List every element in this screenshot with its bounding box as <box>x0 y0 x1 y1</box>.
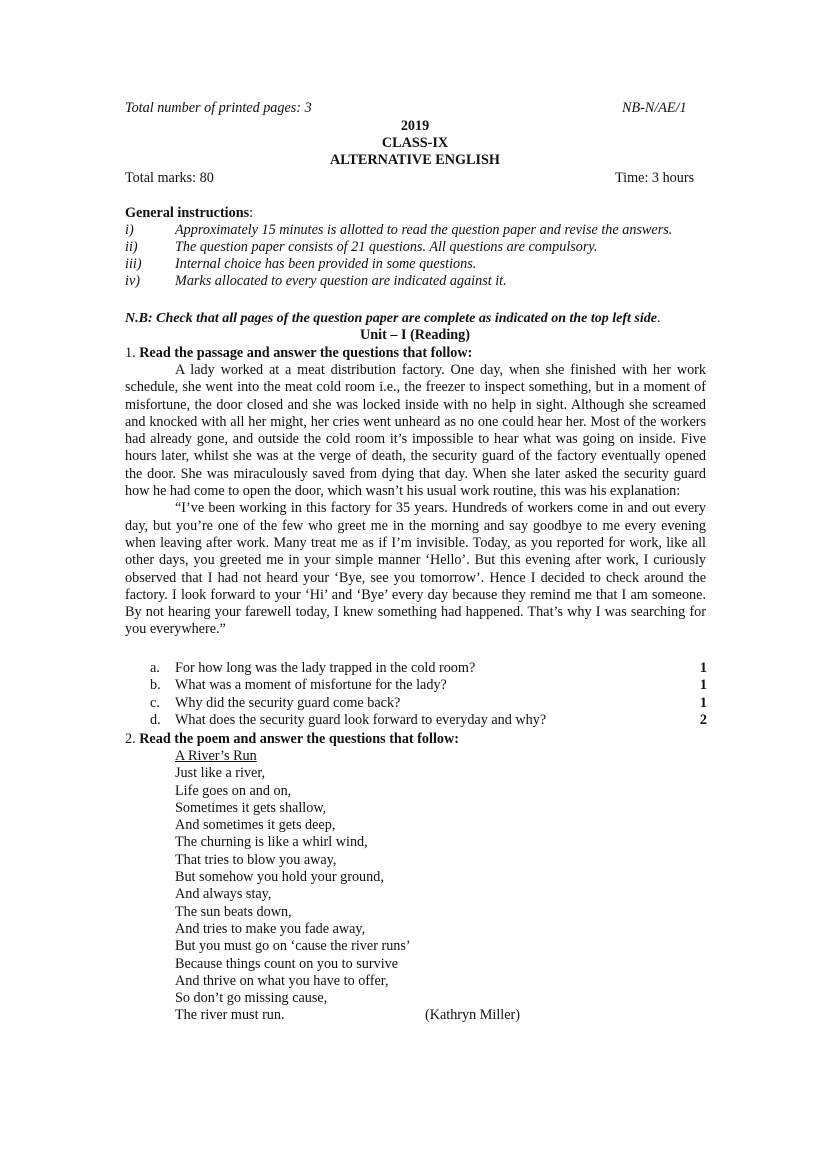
total-marks: Total marks: 80 <box>125 170 214 186</box>
poem-line: And always stay, <box>175 886 272 903</box>
subject-title: ALTERNATIVE ENGLISH <box>330 152 500 168</box>
subquestion-label: a. <box>150 660 160 676</box>
subquestion-marks: 2 <box>699 711 707 728</box>
time-allowed: Time: 3 hours <box>615 170 695 186</box>
poem-line: The river must run. <box>175 1007 285 1024</box>
subquestion <box>150 712 707 729</box>
nb-note <box>125 310 660 327</box>
question-1-subquestions <box>150 660 707 729</box>
subquestion-label: b. <box>150 677 161 694</box>
subquestion-text: What does the security guard look forward to everyday and why? <box>175 711 547 728</box>
poem-line: Just like a river, <box>175 765 266 782</box>
instructions-heading-text: General instructions <box>125 205 250 221</box>
subquestion-marks: 1 <box>699 677 707 694</box>
poem-line: That tries to blow you away, <box>175 851 337 868</box>
poem-line: Sometimes it gets shallow, <box>175 799 327 816</box>
subquestion-marks: 1 <box>699 694 707 711</box>
subquestion-label: c. <box>150 694 160 711</box>
instructions-heading <box>125 205 253 222</box>
instructions-list <box>125 222 706 290</box>
subquestion <box>150 677 707 694</box>
instruction-item <box>125 273 706 290</box>
reading-passage <box>125 362 706 639</box>
question-number: 1. <box>125 345 136 361</box>
subquestion-text: For how long was the lady trapped in the cold room? <box>175 660 476 676</box>
poem-line: So don’t go missing cause, <box>175 990 328 1007</box>
passage-paragraph: “I’ve been working in this factory for 35 years. Hundreds of workers come in and out every day, but you’re one of the few who greet me in the morning and say goodbye to me every evening when leaving after work. Many treat me as if I’m invisible. Today, as you reported for work, like all other days, you greeted me in your simple manner ‘Hello’. But this evening after work, I curiously observed that I had not heard your ‘Bye, see you tomorrow’. Hence I decided to check around the factory. I look forward to your ‘Hi’ and ‘Bye’ every day because they remind me that I am someone. By not hearing your farewell today, I knew something had happened. That’s why I was searching for you everywhere.” <box>125 500 706 638</box>
passage-paragraph: A lady worked at a meat distribution factory. One day, when she finished with her work schedule, she went into the meat cold room i.e., the freezer to inspect something, but in a moment of misfortune, the door closed and she was locked inside with no help in sight. Although she screamed and knocked with all her might, her cries went unheard as no one could hear her. Most of the workers had already gone, and outside the cold room it’s impossible to hear what was going on inside. Five hours later, whilst she was at the verge of death, the security guard of the factory eventually opened the door. She was miraculously saved from dying that day. When she later asked the security guard how he had come to open the door, which wasn’t his usual work routine, this was his explanation: <box>125 362 706 500</box>
instruction-number: iii) <box>125 256 142 272</box>
nb-note-text: N.B: Check that all pages of the question paper are complete as indicated on the top left side <box>125 311 657 326</box>
poem-line: Because things count on you to survive <box>175 955 399 972</box>
subquestion <box>150 695 707 712</box>
poem <box>175 748 625 1025</box>
poem-last-line <box>175 1007 625 1024</box>
unit-title: Unit – I (Reading) <box>360 327 470 343</box>
poem-line: And sometimes it gets deep, <box>175 817 336 834</box>
poem-line: The churning is like a whirl wind, <box>175 834 368 851</box>
question-2-heading <box>125 731 459 748</box>
instruction-text: Marks allocated to every question are indicated against it. <box>175 273 507 289</box>
subquestion-label: d. <box>150 711 161 728</box>
printed-pages-note: Total number of printed pages: 3 <box>125 100 312 116</box>
poem-line: Life goes on and on, <box>175 782 292 799</box>
instruction-number: iv) <box>125 273 140 289</box>
instruction-text: The question paper consists of 21 questions. All questions are compulsory. <box>175 239 598 255</box>
instruction-text: Approximately 15 minutes is allotted to read the question paper and revise the answers. <box>175 222 673 238</box>
poem-line: And thrive on what you have to offer, <box>175 972 389 989</box>
poem-line: But you must go on ‘cause the river runs’ <box>175 938 411 955</box>
poem-author: (Kathryn Miller) <box>425 1007 520 1024</box>
question-1-heading <box>125 345 472 362</box>
paper-code: NB-N/AE/1 <box>622 100 687 116</box>
poem-line: The sun beats down, <box>175 903 292 920</box>
poem-title: A River’s Run <box>175 748 257 764</box>
instruction-item <box>125 239 706 256</box>
poem-line: And tries to make you fade away, <box>175 920 366 937</box>
instruction-item <box>125 222 706 239</box>
question-number: 2. <box>125 731 136 747</box>
subquestion-text: What was a moment of misfortune for the lady? <box>175 677 447 694</box>
subquestion <box>150 660 707 677</box>
poem-line: But somehow you hold your ground, <box>175 869 384 886</box>
subquestion-text: Why did the security guard come back? <box>175 694 401 711</box>
nb-note-period: . <box>656 311 661 326</box>
instruction-text: Internal choice has been provided in some questions. <box>175 256 477 272</box>
instruction-number: ii) <box>125 239 138 255</box>
question-1-instruction: Read the passage and answer the questions that follow: <box>139 345 473 361</box>
instructions-heading-colon: : <box>249 205 254 221</box>
question-2-instruction: Read the poem and answer the questions that follow: <box>139 731 459 747</box>
class-label: CLASS-IX <box>381 135 449 151</box>
exam-year: 2019 <box>400 118 430 134</box>
subquestion-marks: 1 <box>699 660 707 676</box>
instruction-number: i) <box>125 222 134 238</box>
instruction-item <box>125 256 706 273</box>
